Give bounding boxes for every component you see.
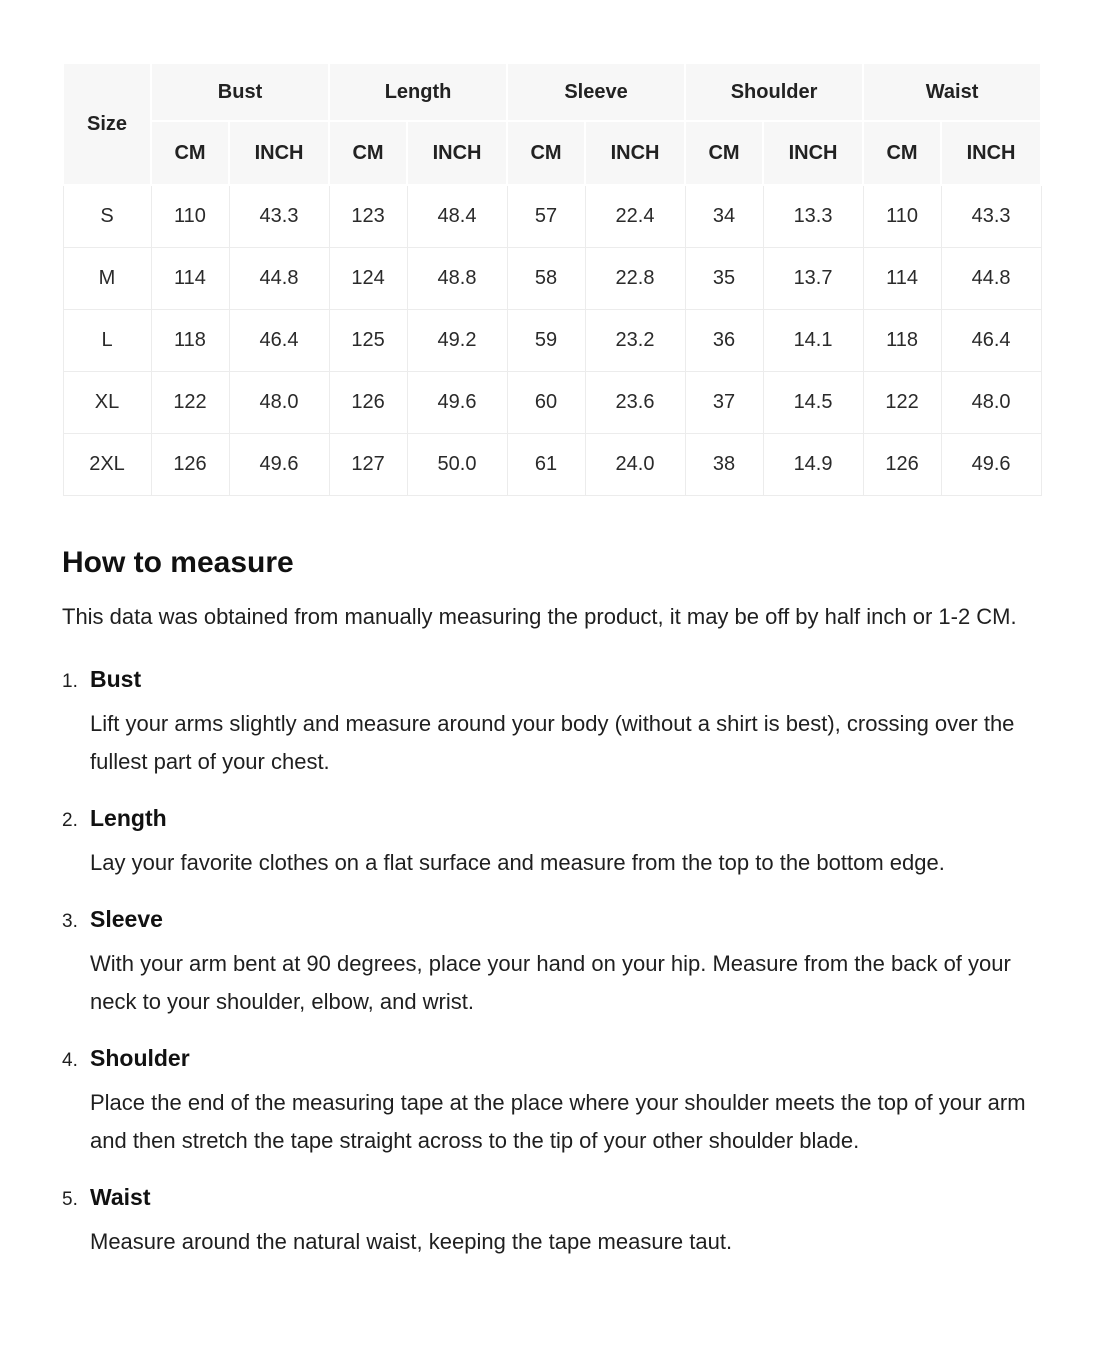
col-header-inch: INCH — [941, 121, 1041, 185]
list-item-description: Place the end of the measuring tape at the place where your shoulder meets the top of your arm and then stretch the tape straight across to the tip of your other shoulder blade. — [90, 1089, 1026, 1153]
value-cell: 125 — [329, 309, 407, 371]
value-cell: 36 — [685, 309, 763, 371]
list-item-label: Shoulder — [90, 1044, 190, 1071]
value-cell: 14.1 — [763, 309, 863, 371]
section-title: How to measure — [62, 545, 294, 579]
value-cell: 126 — [329, 371, 407, 433]
table-row — [63, 185, 1041, 247]
list-item-description: Measure around the natural waist, keeping the tape measure taut. — [90, 1228, 733, 1254]
list-item-description: Lift your arms slightly and measure around your body (without a shirt is best), crossing over the fullest part of your chest. — [90, 710, 1015, 774]
value-cell: 110 — [151, 185, 229, 247]
list-item-heading — [62, 805, 1040, 832]
value-cell: 50.0 — [407, 433, 507, 495]
value-cell: 34 — [685, 185, 763, 247]
value-cell: 23.2 — [585, 309, 685, 371]
value-cell: 23.6 — [585, 371, 685, 433]
col-group-length: Length — [329, 63, 507, 121]
col-header-size: Size — [63, 63, 151, 185]
size-cell: S — [63, 185, 151, 247]
col-group-sleeve: Sleeve — [507, 63, 685, 121]
value-cell: 60 — [507, 371, 585, 433]
value-cell: 13.3 — [763, 185, 863, 247]
value-cell: 46.4 — [941, 309, 1041, 371]
list-item-label: Length — [90, 804, 167, 831]
value-cell: 22.4 — [585, 185, 685, 247]
list-item-label: Bust — [90, 665, 142, 692]
value-cell: 49.6 — [229, 433, 329, 495]
value-cell: 124 — [329, 247, 407, 309]
intro-text: This data was obtained from manually measuring the product, it may be off by half inch or 1-2 CM. — [62, 603, 1017, 629]
list-item-description: With your arm bent at 90 degrees, place your hand on your hip. Measure from the back of your neck to your shoulder, elbow, and wrist. — [90, 950, 1011, 1014]
col-header-cm: CM — [507, 121, 585, 185]
list-item-heading — [62, 1184, 1040, 1211]
list-item-number: 2. — [62, 809, 78, 831]
value-cell: 126 — [151, 433, 229, 495]
table-row — [63, 309, 1041, 371]
value-cell: 49.6 — [941, 433, 1041, 495]
value-cell: 14.5 — [763, 371, 863, 433]
list-item-number: 5. — [62, 1188, 78, 1210]
value-cell: 48.4 — [407, 185, 507, 247]
table-row — [63, 247, 1041, 309]
list-item-bust — [62, 666, 1040, 781]
value-cell: 114 — [863, 247, 941, 309]
value-cell: 49.6 — [407, 371, 507, 433]
value-cell: 110 — [863, 185, 941, 247]
value-cell: 35 — [685, 247, 763, 309]
value-cell: 114 — [151, 247, 229, 309]
value-cell: 44.8 — [229, 247, 329, 309]
size-chart-table — [62, 62, 1042, 496]
list-item-label: Waist — [90, 1183, 151, 1210]
value-cell: 123 — [329, 185, 407, 247]
value-cell: 46.4 — [229, 309, 329, 371]
size-cell: L — [63, 309, 151, 371]
size-cell: M — [63, 247, 151, 309]
col-header-inch: INCH — [763, 121, 863, 185]
value-cell: 37 — [685, 371, 763, 433]
value-cell: 48.0 — [229, 371, 329, 433]
table-row — [63, 371, 1041, 433]
list-item-heading — [62, 906, 1040, 933]
table-unit-header-row — [63, 121, 1041, 185]
col-header-cm: CM — [151, 121, 229, 185]
col-group-bust: Bust — [151, 63, 329, 121]
value-cell: 43.3 — [229, 185, 329, 247]
value-cell: 13.7 — [763, 247, 863, 309]
table-row — [63, 433, 1041, 495]
value-cell: 22.8 — [585, 247, 685, 309]
list-item-sleeve — [62, 906, 1040, 1021]
value-cell: 48.0 — [941, 371, 1041, 433]
col-header-cm: CM — [863, 121, 941, 185]
list-item-number: 1. — [62, 670, 78, 692]
value-cell: 43.3 — [941, 185, 1041, 247]
col-header-inch: INCH — [229, 121, 329, 185]
value-cell: 122 — [151, 371, 229, 433]
list-item-description: Lay your favorite clothes on a flat surface and measure from the top to the bottom edge. — [90, 849, 945, 875]
col-group-waist: Waist — [863, 63, 1041, 121]
list-item-heading — [62, 1045, 1040, 1072]
value-cell: 118 — [863, 309, 941, 371]
list-item-length — [62, 805, 1040, 882]
measure-list — [62, 666, 1040, 1261]
col-header-inch: INCH — [585, 121, 685, 185]
table-group-header-row — [63, 63, 1041, 121]
list-item-number: 4. — [62, 1049, 78, 1071]
col-header-inch: INCH — [407, 121, 507, 185]
value-cell: 38 — [685, 433, 763, 495]
value-cell: 57 — [507, 185, 585, 247]
col-group-shoulder: Shoulder — [685, 63, 863, 121]
value-cell: 118 — [151, 309, 229, 371]
col-header-cm: CM — [685, 121, 763, 185]
value-cell: 14.9 — [763, 433, 863, 495]
col-header-cm: CM — [329, 121, 407, 185]
value-cell: 122 — [863, 371, 941, 433]
list-item-waist — [62, 1184, 1040, 1261]
value-cell: 44.8 — [941, 247, 1041, 309]
list-item-heading — [62, 666, 1040, 693]
value-cell: 58 — [507, 247, 585, 309]
value-cell: 49.2 — [407, 309, 507, 371]
value-cell: 127 — [329, 433, 407, 495]
value-cell: 24.0 — [585, 433, 685, 495]
size-cell: 2XL — [63, 433, 151, 495]
size-cell: XL — [63, 371, 151, 433]
list-item-number: 3. — [62, 910, 78, 932]
list-item-label: Sleeve — [90, 905, 163, 932]
value-cell: 59 — [507, 309, 585, 371]
list-item-shoulder — [62, 1045, 1040, 1160]
value-cell: 48.8 — [407, 247, 507, 309]
value-cell: 126 — [863, 433, 941, 495]
value-cell: 61 — [507, 433, 585, 495]
